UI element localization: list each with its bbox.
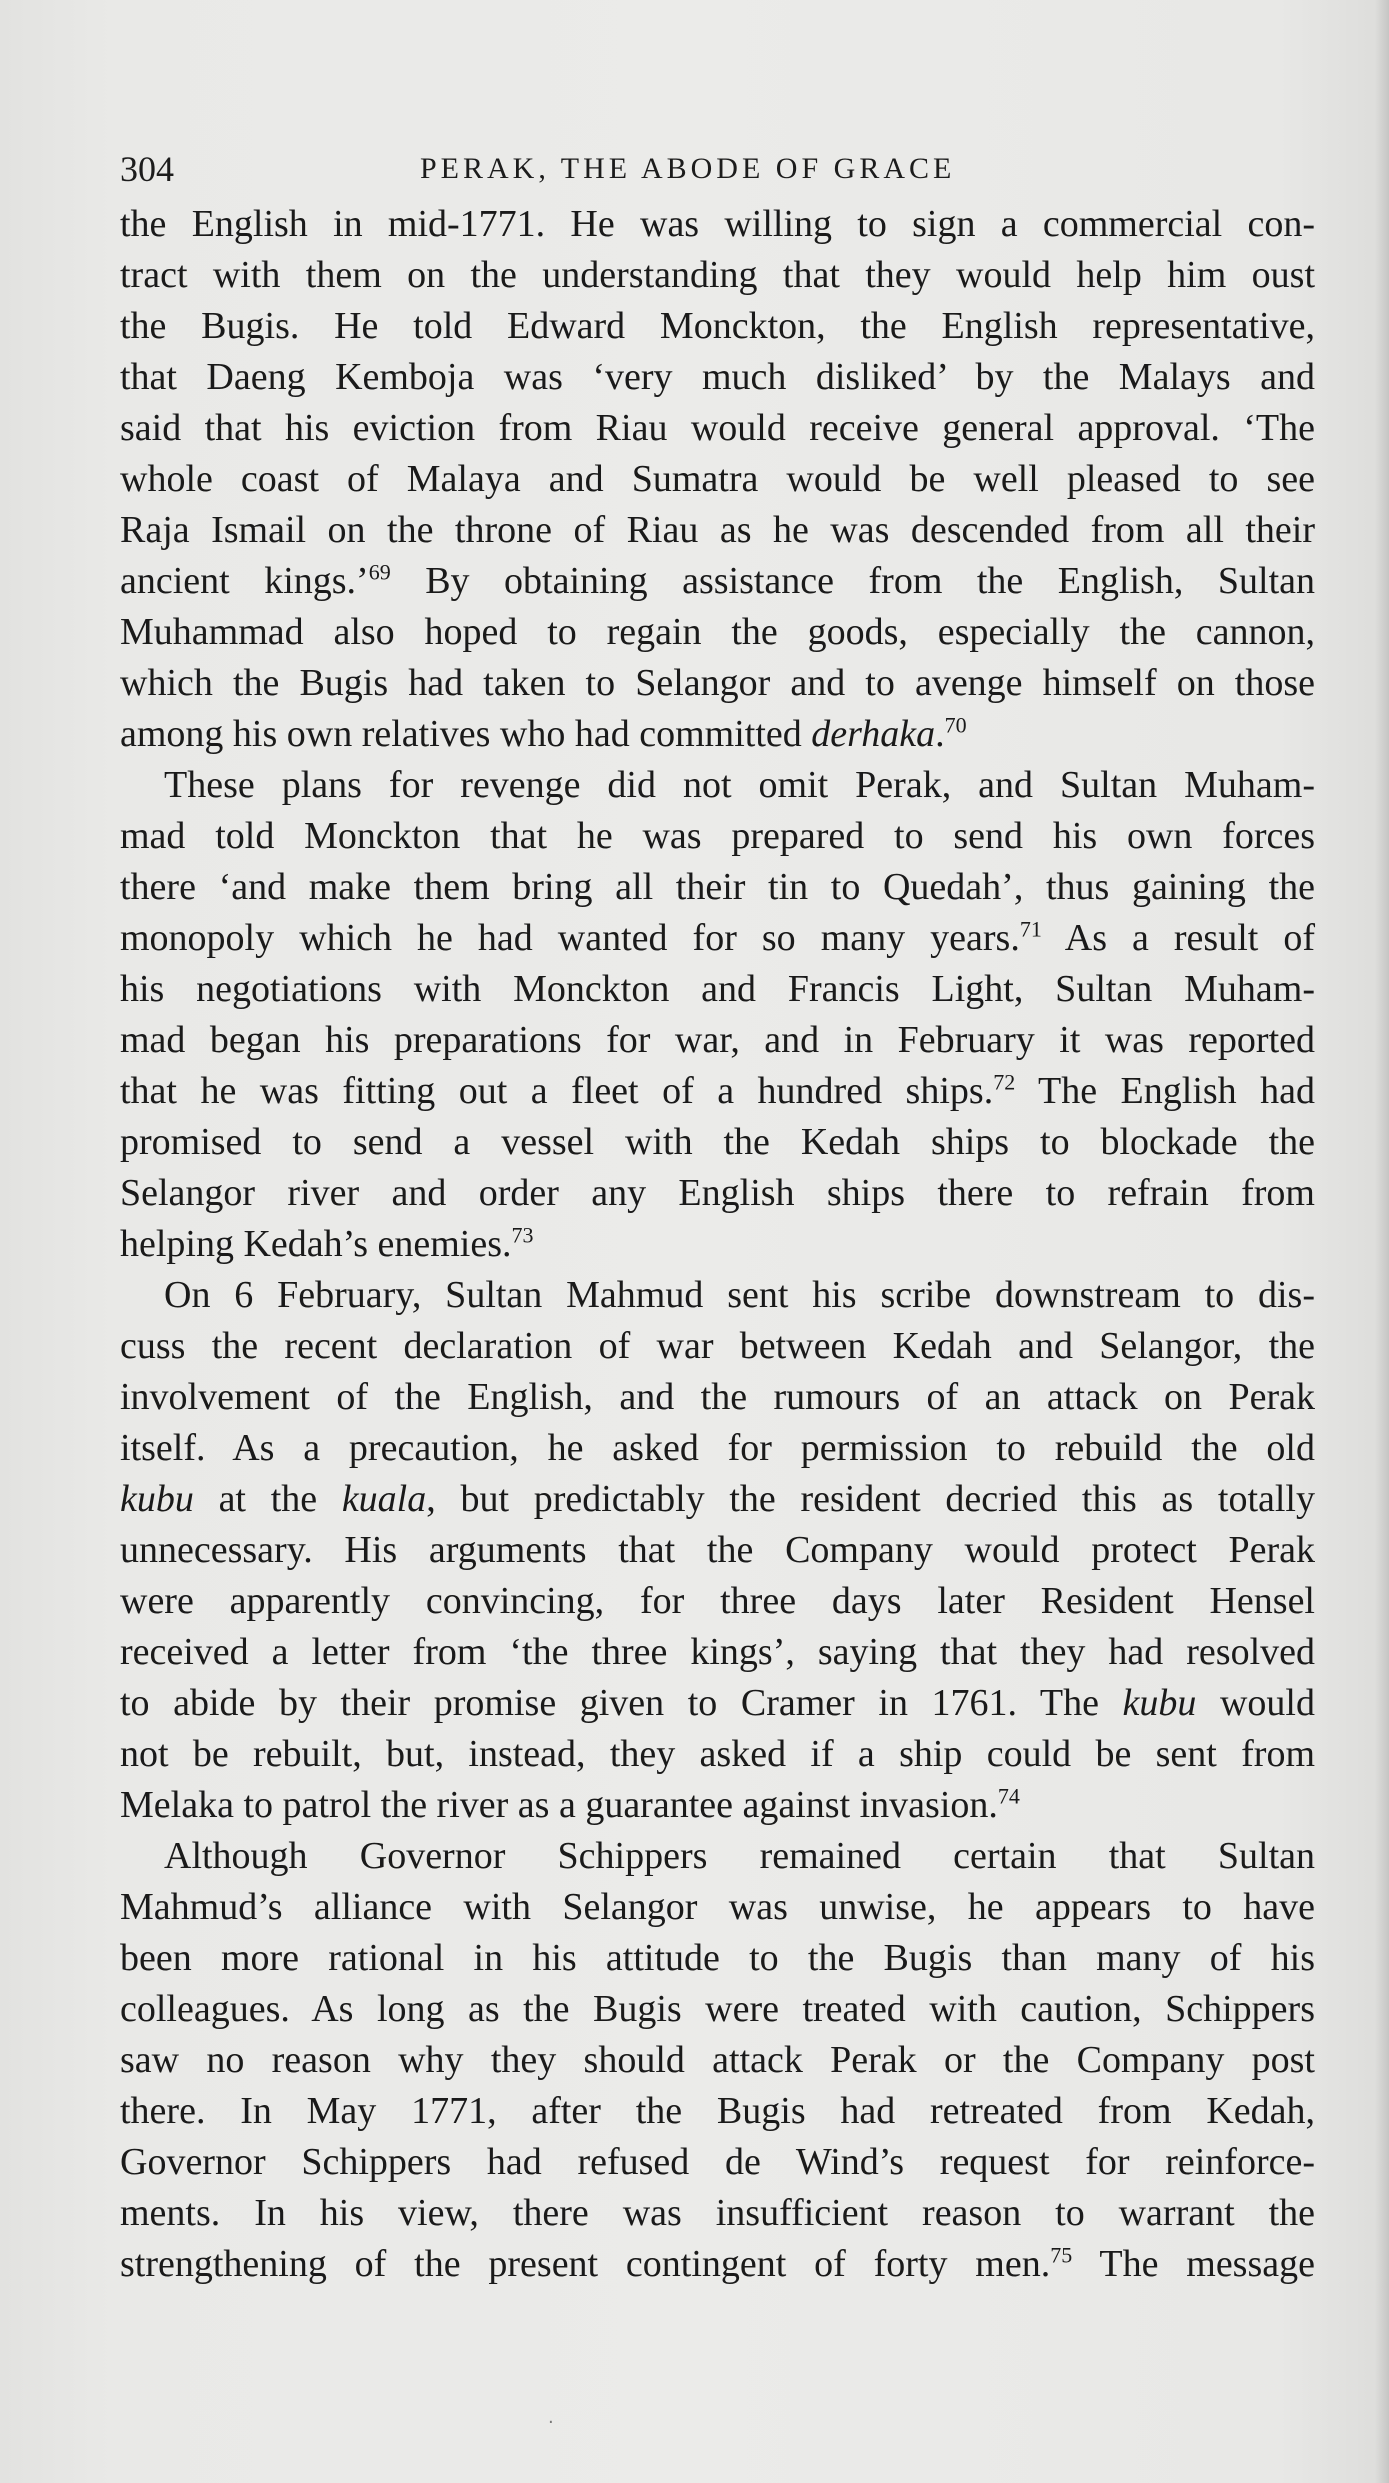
text-line: the Bugis. He told Edward Monckton, the English representative, [120, 305, 1315, 347]
text-line: among his own relatives who had committed derhaka.$^{70}$ [120, 712, 967, 755]
page-header [120, 146, 1320, 192]
text-line: Muhammad also hoped to regain the goods, especially the cannon, [120, 611, 1315, 653]
text-line: cuss the recent declaration of war between Kedah and Selangor, the [120, 1325, 1315, 1367]
text-line: there. In May 1771, after the Bugis had retreated from Kedah, [120, 2090, 1315, 2132]
footnote-ref: 73 [511, 1222, 534, 1248]
text-line: colleagues. As long as the Bugis were treated with caution, Schippers [120, 1988, 1315, 2030]
text-line: ancient kings.’$^{69}$ By obtaining assistance from the English, Sultan [120, 559, 1315, 602]
footnote-ref: 70 [944, 712, 967, 738]
text-line: that Daeng Kemboja was ‘very much disliked’ by the Malays and [120, 356, 1315, 398]
text-line: whole coast of Malaya and Sumatra would be well pleased to see [120, 458, 1315, 500]
text-line: On 6 February, Sultan Mahmud sent his scribe downstream to dis- [164, 1274, 1315, 1316]
paragraph [120, 1831, 1315, 2290]
paragraph [120, 760, 1315, 1270]
running-title: PERAK, THE ABODE OF GRACE [420, 152, 956, 185]
text-line: Mahmud’s alliance with Selangor was unwise, he appears to have [120, 1886, 1315, 1928]
page-number: 304 [120, 149, 174, 189]
text-line: which the Bugis had taken to Selangor and to avenge himself on those [120, 662, 1315, 704]
text-line: saw no reason why they should attack Perak or the Company post [120, 2039, 1315, 2081]
text-line: received a letter from ‘the three kings’, saying that they had resolved [120, 1631, 1315, 1673]
text-line: monopoly which he had wanted for so many years.$^{71}$ As a result of [120, 916, 1315, 959]
text-line: Selangor river and order any English ships there to refrain from [120, 1172, 1315, 1214]
page-gutter-shadow [1375, 0, 1389, 2483]
text-line: not be rebuilt, but, instead, they asked if a ship could be sent from [120, 1733, 1315, 1775]
text-line: his negotiations with Monckton and Francis Light, Sultan Muham- [120, 968, 1315, 1010]
text-line: strengthening of the present contingent of forty men.$^{75}$ The message [120, 2242, 1315, 2285]
paragraph [120, 199, 1315, 760]
paragraph [120, 1270, 1315, 1831]
text-line: Melaka to patrol the river as a guarantee against invasion.$^{74}$ [120, 1783, 1020, 1826]
italic-term: derhaka [811, 713, 936, 755]
text-line: unnecessary. His arguments that the Company would protect Perak [120, 1529, 1315, 1571]
footnote-ref: 71 [1019, 916, 1042, 942]
text-line: the English in mid-1771. He was willing to sign a commercial con- [120, 203, 1315, 245]
text-line: said that his eviction from Riau would receive general approval. ‘The [120, 407, 1315, 449]
text-line: there ‘and make them bring all their tin to Quedah’, thus gaining the [120, 866, 1315, 908]
italic-term: kubu [1122, 1682, 1197, 1724]
text-line: itself. As a precaution, he asked for permission to rebuild the old [120, 1427, 1315, 1469]
text-line: Governor Schippers had refused de Wind’s request for reinforce- [120, 2141, 1315, 2183]
text-line: tract with them on the understanding that they would help him oust [120, 254, 1315, 296]
text-line: involvement of the English, and the rumours of an attack on Perak [120, 1376, 1315, 1418]
italic-term: kubu [120, 1478, 194, 1520]
text-line: kubu at the kuala, but predictably the resident decried this as totally [120, 1478, 1315, 1520]
text-line: mad told Monckton that he was prepared to send his own forces [120, 815, 1315, 857]
footnote-ref: 74 [997, 1783, 1020, 1809]
body-text [120, 199, 1315, 2290]
text-line: ments. In his view, there was insufficient reason to warrant the [120, 2192, 1315, 2234]
footnote-ref: 72 [993, 1069, 1016, 1095]
footnote-ref: 75 [1050, 2242, 1073, 2268]
text-line: were apparently convincing, for three days later Resident Hensel [120, 1580, 1315, 1622]
text-line: helping Kedah’s enemies.$^{73}$ [120, 1222, 534, 1265]
text-line: Although Governor Schippers remained certain that Sultan [164, 1835, 1315, 1877]
stray-mark: · [548, 2412, 554, 2433]
text-line: that he was fitting out a fleet of a hundred ships.$^{72}$ The English had [120, 1069, 1316, 1112]
text-line: promised to send a vessel with the Kedah ships to blockade the [120, 1121, 1315, 1163]
text-line: Raja Ismail on the throne of Riau as he was descended from all their [120, 509, 1315, 551]
text-line: to abide by their promise given to Cramer in 1761. The kubu would [120, 1682, 1315, 1724]
italic-term: kuala [341, 1478, 427, 1520]
text-line: These plans for revenge did not omit Perak, and Sultan Muham- [164, 764, 1315, 806]
footnote-ref: 69 [368, 559, 391, 585]
text-line: been more rational in his attitude to the Bugis than many of his [120, 1937, 1315, 1979]
text-line: mad began his preparations for war, and in February it was reported [120, 1019, 1315, 1061]
